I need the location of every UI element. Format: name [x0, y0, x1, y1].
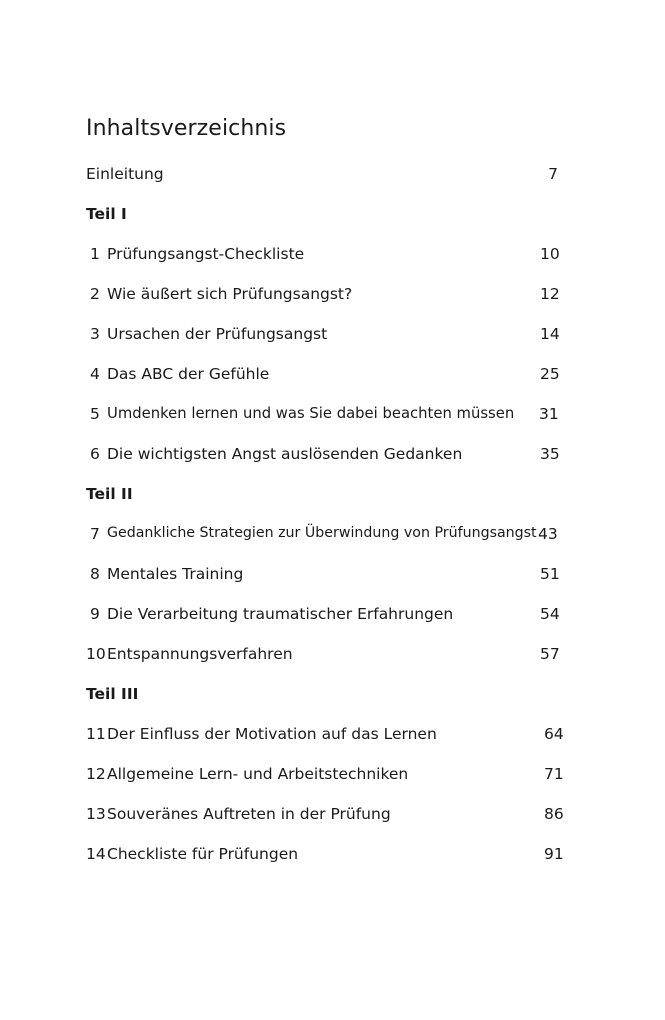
toc-entry-number: 12 [86, 765, 106, 783]
toc-entry-page: 31 [539, 405, 559, 423]
toc-entry-page: 7 [548, 165, 558, 183]
toc-entry-page: 12 [540, 285, 560, 303]
toc-entry-number: 1 [90, 245, 100, 263]
toc-entry [86, 600, 566, 640]
toc-entry-number: 7 [90, 525, 100, 543]
toc-entry-label: Mentales Training [107, 565, 244, 583]
toc-entry-label: Die wichtigsten Angst auslösenden Gedanken [107, 445, 463, 463]
toc-entry [86, 280, 566, 320]
toc-entry-label: Der Einfluss der Motivation auf das Lernen [107, 725, 437, 743]
toc-entry-label: Die Verarbeitung traumatischer Erfahrungen [107, 605, 454, 623]
toc-entry [86, 440, 566, 480]
toc-entry [86, 360, 566, 400]
toc-entry-number: 13 [86, 805, 106, 823]
toc-entry-page: 10 [540, 245, 560, 263]
toc-entry-page: 14 [540, 325, 560, 343]
toc-part-2 [86, 480, 566, 520]
toc-part-label: Teil I [86, 205, 127, 223]
toc-entry [86, 240, 566, 280]
toc-entry-page: 57 [540, 645, 560, 663]
toc-entry-page: 86 [544, 805, 564, 823]
toc-entry [86, 640, 566, 680]
toc-entry-page: 51 [540, 565, 560, 583]
toc-entry-page: 54 [540, 605, 560, 623]
toc-entry-number: 5 [90, 405, 100, 423]
toc-entry-label: Entspannungsverfahren [107, 645, 293, 663]
toc-entry-page: 35 [540, 445, 560, 463]
toc-entry-label: Einleitung [86, 165, 164, 183]
toc-entry-label: Gedankliche Strategien zur Überwindung von Prüfungsangst [107, 525, 537, 541]
toc-entry-page: 91 [544, 845, 564, 863]
toc-entry-number: 2 [90, 285, 100, 303]
toc-entry [86, 720, 566, 760]
toc-entry-label: Das ABC der Gefühle [107, 365, 270, 383]
page-title: Inhaltsverzeichnis [86, 116, 287, 141]
toc-entry-intro [86, 160, 566, 200]
toc-entry-number: 8 [90, 565, 100, 583]
toc-entry-number: 6 [90, 445, 100, 463]
toc-entry-number: 4 [90, 365, 100, 383]
toc-entry-number: 9 [90, 605, 100, 623]
toc-entry-label: Umdenken lernen und was Sie dabei beachten müssen [107, 405, 515, 422]
toc-entry [86, 320, 566, 360]
toc-entry-label: Prüfungsangst-Checkliste [107, 245, 305, 263]
toc-entry [86, 520, 566, 560]
toc-entry-page: 64 [544, 725, 564, 743]
toc-entry-number: 11 [86, 725, 106, 743]
toc-entry-label: Wie äußert sich Prüfungsangst? [107, 285, 353, 303]
toc-entry-page: 25 [540, 365, 560, 383]
toc-entry-number: 14 [86, 845, 106, 863]
toc-entry-label: Checkliste für Prüfungen [107, 845, 299, 863]
toc-part-1 [86, 200, 566, 240]
toc-entry-label: Souveränes Auftreten in der Prüfung [107, 805, 391, 823]
toc-entry-label: Allgemeine Lern- und Arbeitstechniken [107, 765, 409, 783]
toc-entry [86, 760, 566, 800]
toc-part-3 [86, 680, 566, 720]
toc-entry-label: Ursachen der Prüfungsangst [107, 325, 328, 343]
table-of-contents [86, 160, 566, 880]
toc-entry-page: 43 [538, 525, 558, 543]
toc-part-label: Teil II [86, 485, 133, 503]
toc-entry-number: 10 [86, 645, 106, 663]
toc-entry [86, 560, 566, 600]
toc-entry [86, 800, 566, 840]
toc-entry-page: 71 [544, 765, 564, 783]
toc-entry [86, 840, 566, 880]
toc-entry-number: 3 [90, 325, 100, 343]
toc-part-label: Teil III [86, 685, 139, 703]
toc-entry [86, 400, 566, 440]
